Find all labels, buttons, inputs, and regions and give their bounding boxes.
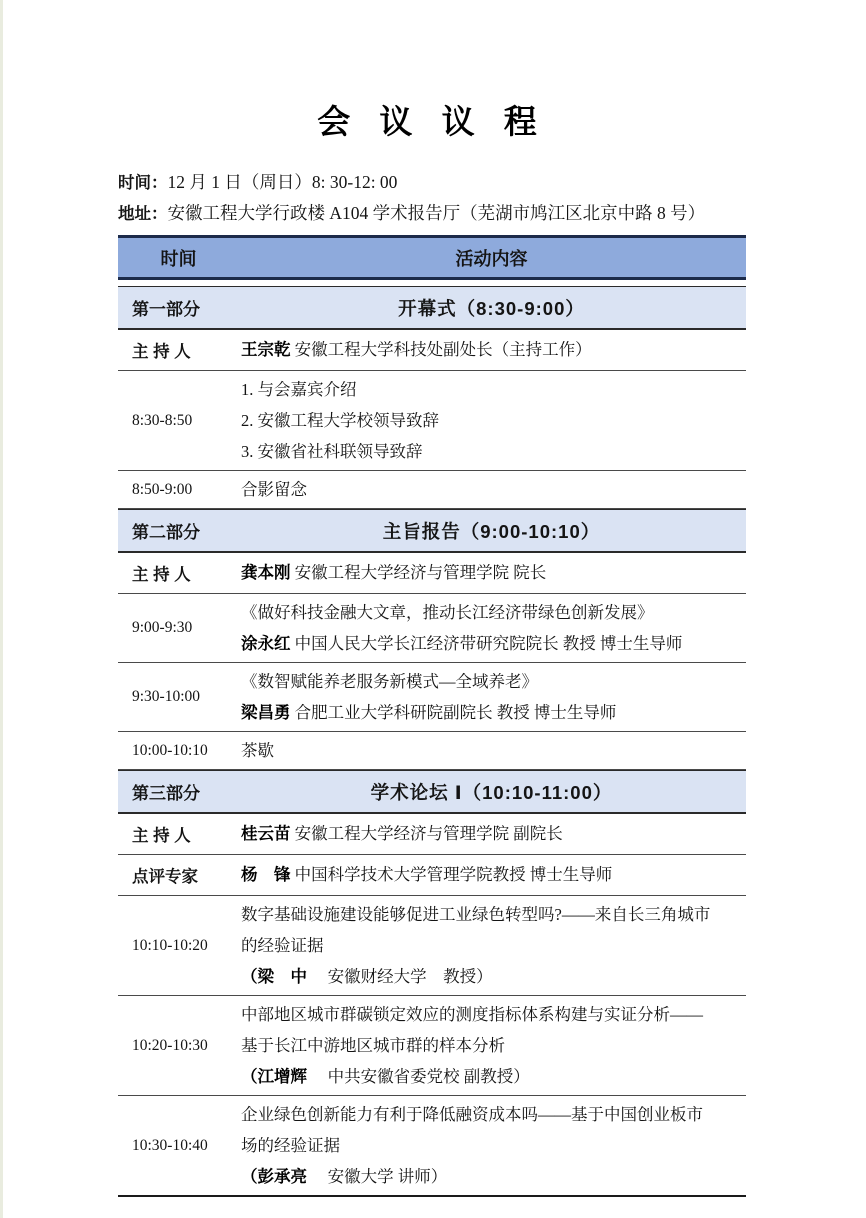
- content-cell: [239, 732, 746, 769]
- talk-title: [241, 597, 742, 628]
- content-cell: [239, 814, 746, 854]
- agenda-table: [118, 235, 746, 1197]
- role-cell: 点评专家: [132, 868, 198, 886]
- page-left-edge: [0, 0, 3, 1218]
- line-text: 企业绿色创新能力有利于降低融资成本吗——基于中国创业板市: [241, 1105, 703, 1124]
- meta-time-value: 12 月 1 日（周日）8: 30-12: 00: [167, 172, 398, 192]
- speaker-name: 涂永红: [241, 634, 291, 653]
- line-text: 的经验证据: [241, 936, 324, 955]
- time-cell: 8:30-8:50: [132, 411, 193, 429]
- meta-time-line: [118, 167, 746, 198]
- time-cell: 10:10-10:20: [132, 936, 208, 954]
- role-cell: 主 持 人: [132, 343, 191, 361]
- section-title: 学术论坛 Ⅰ（10:10-11:00）: [370, 781, 613, 803]
- meta-block: [118, 167, 746, 229]
- line-text: 3. 安徽省社科联领导致辞: [241, 442, 423, 461]
- speaker-title: 中国人民大学长江经济带研究院院长 教授 博士生导师: [290, 634, 683, 653]
- line-text: 合影留念: [241, 480, 307, 499]
- table-row-host: [118, 553, 746, 594]
- content-cell: [239, 896, 746, 995]
- time-cell: 8:50-9:00: [132, 480, 193, 498]
- speaker-title: 安徽工程大学科技处副处长（主持工作）: [290, 340, 592, 359]
- table-row: [118, 594, 746, 663]
- line-text: [241, 735, 742, 766]
- talk-title: [241, 999, 742, 1030]
- host-line: [241, 555, 742, 591]
- line-text: 中部地区城市群碳锁定效应的测度指标体系构建与实证分析——: [241, 1005, 703, 1024]
- time-cell: 10:00-10:10: [132, 741, 208, 759]
- speaker-title: 安徽大学 讲师）: [307, 1167, 448, 1186]
- speaker-name: 王宗乾: [241, 340, 291, 359]
- section-label: 第三部分: [132, 784, 200, 803]
- role-cell: 主 持 人: [132, 566, 191, 584]
- content-cell: [239, 330, 746, 370]
- talk-title: [241, 1130, 742, 1161]
- line-text: 场的经验证据: [241, 1136, 340, 1155]
- speaker-name: 龚本刚: [241, 563, 291, 582]
- line-text: [241, 374, 742, 405]
- speaker-line: [241, 628, 742, 659]
- speaker-name: 桂云苗: [241, 824, 291, 843]
- section-label: 第一部分: [132, 300, 200, 319]
- host-line: [241, 816, 742, 852]
- line-text: 茶歇: [241, 741, 274, 760]
- section-row-1: [118, 286, 746, 330]
- role-cell: 主 持 人: [132, 827, 191, 845]
- meta-address-value: 安徽工程大学行政楼 A104 学术报告厅（芜湖市鸠江区北京中路 8 号）: [167, 203, 706, 223]
- meta-time-label: 时间：: [118, 174, 168, 192]
- line-text: 基于长江中游地区城市群的样本分析: [241, 1036, 505, 1055]
- table-row: [118, 663, 746, 732]
- table-row: [118, 996, 746, 1096]
- content-cell: [239, 471, 746, 508]
- speaker-line: [241, 1061, 742, 1092]
- speaker-name: （彭承亮: [241, 1167, 307, 1186]
- content-cell: [239, 855, 746, 895]
- speaker-title: 中国科学技术大学管理学院教授 博士生导师: [290, 865, 613, 884]
- line-text: 1. 与会嘉宾介绍: [241, 380, 357, 399]
- speaker-title: 安徽财经大学 教授）: [307, 967, 493, 986]
- content-cell: [239, 1096, 746, 1195]
- talk-title: [241, 666, 742, 697]
- section-title: 主旨报告（9:00-10:10）: [382, 520, 601, 542]
- line-text: 《做好科技金融大文章，推动长江经济带绿色创新发展》: [241, 603, 654, 622]
- speaker-name: 杨 锋: [241, 865, 291, 884]
- content-cell: [239, 663, 746, 731]
- section-label: 第二部分: [132, 523, 200, 542]
- host-line: [241, 857, 742, 893]
- header-time-cell: 时间: [160, 248, 197, 269]
- speaker-name: （江增辉: [241, 1067, 307, 1086]
- table-row: [118, 471, 746, 509]
- host-line: [241, 332, 742, 368]
- time-cell: 9:30-10:00: [132, 688, 201, 705]
- time-cell: 9:00-9:30: [132, 619, 193, 636]
- table-row-host: [118, 814, 746, 855]
- content-cell: [239, 553, 746, 593]
- talk-title: [241, 1030, 742, 1061]
- talk-title: [241, 1099, 742, 1130]
- content-cell: [239, 371, 746, 470]
- speaker-title: 中共安徽省委党校 副教授）: [307, 1067, 530, 1086]
- agenda-document: [118, 0, 746, 1197]
- section-row-3: [118, 770, 746, 814]
- time-cell: 10:30-10:40: [132, 1136, 208, 1154]
- talk-title: [241, 899, 742, 930]
- table-header-row: [118, 238, 746, 280]
- speaker-name: 梁昌勇: [241, 703, 291, 722]
- speaker-line: [241, 1161, 742, 1192]
- speaker-line: [241, 697, 742, 728]
- speaker-line: [241, 961, 742, 992]
- line-text: 《数智赋能养老服务新模式—全域养老》: [241, 672, 538, 691]
- speaker-title: 安徽工程大学经济与管理学院 院长: [290, 563, 547, 582]
- talk-title: [241, 930, 742, 961]
- table-row: [118, 371, 746, 471]
- table-row-host: [118, 330, 746, 371]
- table-row-commentator: [118, 855, 746, 896]
- meta-address-label: 地址：: [118, 205, 168, 223]
- table-row: [118, 732, 746, 770]
- line-text: 2. 安徽工程大学校领导致辞: [241, 411, 439, 430]
- table-row: [118, 1096, 746, 1197]
- content-cell: [239, 594, 746, 662]
- content-cell: [239, 996, 746, 1095]
- time-cell: 10:20-10:30: [132, 1036, 208, 1054]
- line-text: [241, 474, 742, 505]
- section-row-2: [118, 509, 746, 553]
- speaker-title: 合肥工业大学科研院副院长 教授 博士生导师: [290, 703, 617, 722]
- line-text: [241, 405, 742, 436]
- speaker-name: （梁 中: [241, 967, 307, 986]
- table-row: [118, 896, 746, 996]
- page-title: 会 议 议 程: [317, 103, 547, 140]
- section-title: 开幕式（8:30-9:00）: [398, 297, 585, 319]
- line-text: 数字基础设施建设能够促进工业绿色转型吗?——来自长三角城市: [241, 905, 711, 924]
- header-content-cell: 活动内容: [455, 248, 528, 269]
- line-text: [241, 436, 742, 467]
- meta-address-line: [118, 198, 746, 229]
- speaker-title: 安徽工程大学经济与管理学院 副院长: [290, 824, 563, 843]
